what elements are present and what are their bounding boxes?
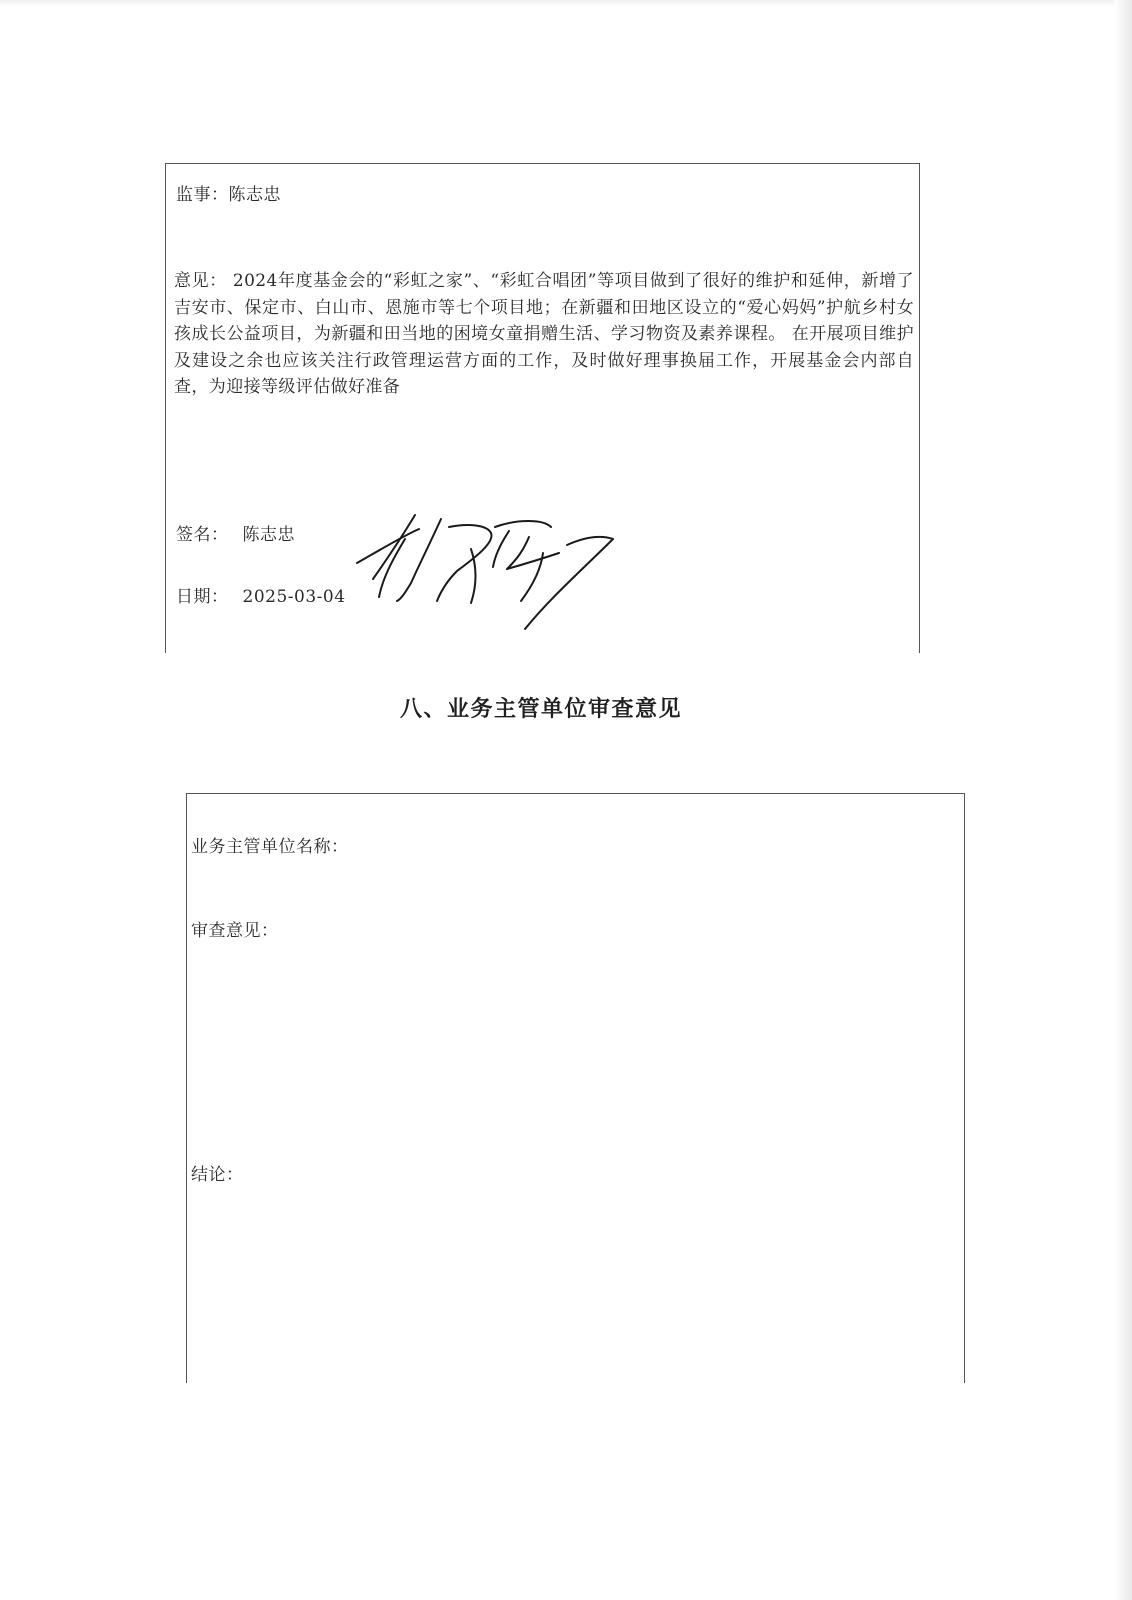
signature-label: 签名：: [176, 525, 229, 545]
supervisor-line: 监事：陈志忠: [176, 185, 281, 205]
supervising-unit-review-box: [186, 793, 965, 1383]
date-row: [176, 582, 346, 607]
scan-edge-top: [0, 0, 1132, 6]
date-value: 2025-03-04: [242, 587, 346, 607]
supervisor-opinion-text: 意见： 2024年度基金会的“彩虹之家”、“彩虹合唱团”等项目做到了很好的维护和延伸，新增了吉安市、保定市、白山市、恩施市等七个项目地；在新疆和田地区设立的“爱心妈妈”护航乡村女孩成长公益项目，为新疆和田当地的困境女童捐赠生活、学习物资及素养课程。 在开展项目维护及建设之余也应该关注行政管理运营方面的工作，及时做好理事换届工作，开展基金会内部自查，为迎接等级评估做好准备: [174, 271, 914, 397]
signature-printed-name: 陈志忠: [242, 525, 295, 545]
unit-name-label: 业务主管单位名称：: [191, 837, 349, 857]
section-eight-title: 八、业务主管单位审查意见: [399, 696, 682, 722]
scan-edge-right: [1114, 0, 1132, 1600]
handwritten-signature: [345, 497, 625, 637]
signature-row: [176, 520, 295, 545]
date-label: 日期：: [176, 587, 229, 607]
conclusion-label: 结论：: [191, 1165, 244, 1185]
review-opinion-label: 审查意见：: [191, 921, 279, 941]
